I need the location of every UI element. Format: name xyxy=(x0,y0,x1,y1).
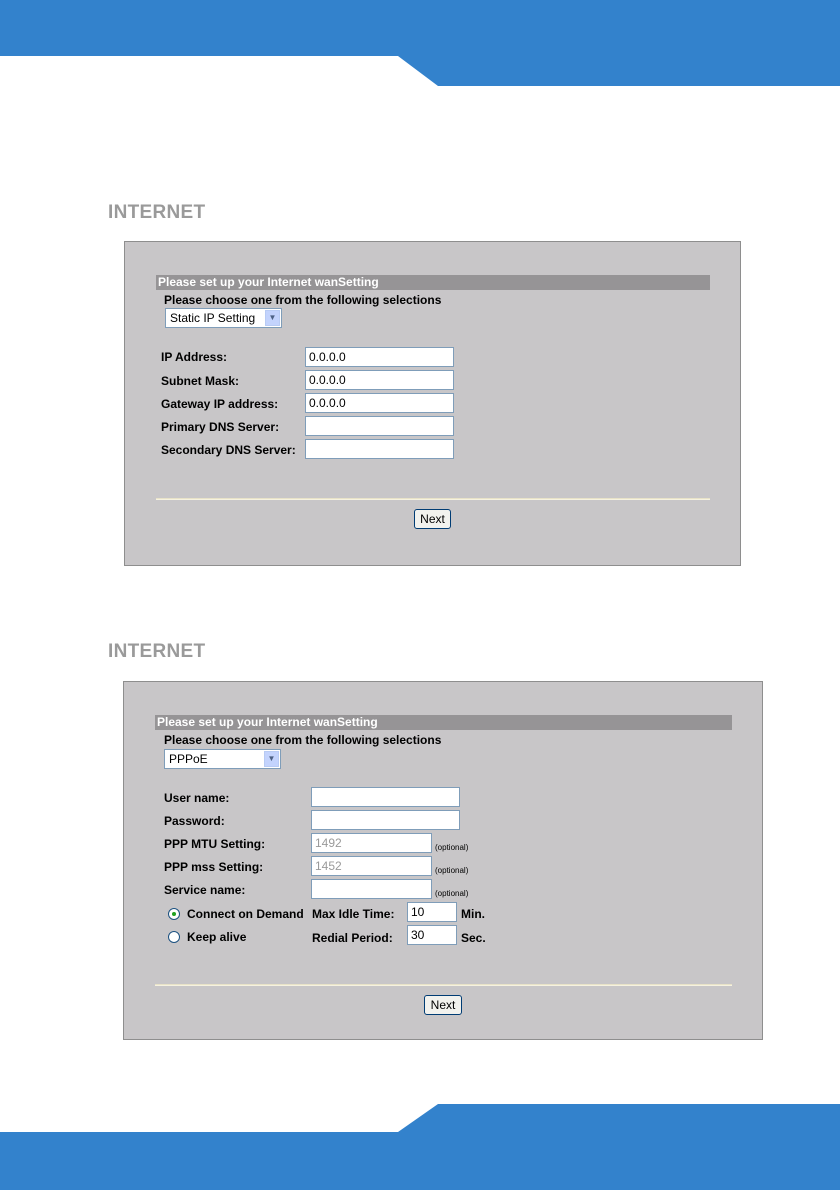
password-label: Password: xyxy=(164,814,225,828)
username-input[interactable] xyxy=(311,787,460,807)
connect-on-demand-label: Connect on Demand xyxy=(187,907,304,921)
max-idle-time-label: Max Idle Time: xyxy=(312,907,395,921)
gateway-ip-input[interactable]: 0.0.0.0 xyxy=(305,393,454,413)
instruction-text: Please choose one from the following selections xyxy=(164,293,442,307)
secondary-dns-label: Secondary DNS Server: xyxy=(161,443,296,457)
primary-dns-input[interactable] xyxy=(305,416,454,436)
static-ip-panel xyxy=(124,241,741,566)
radio-selected-dot xyxy=(172,912,176,916)
service-name-label: Service name: xyxy=(164,883,246,897)
optional-note: (optional) xyxy=(435,843,469,852)
chevron-down-icon[interactable]: ▼ xyxy=(265,310,280,326)
connection-type-select[interactable] xyxy=(165,308,282,328)
gateway-ip-label: Gateway IP address: xyxy=(161,397,279,411)
password-input[interactable] xyxy=(311,810,460,830)
ppp-mtu-label: PPP MTU Setting: xyxy=(164,837,266,851)
form-divider xyxy=(156,498,710,500)
connection-type-select[interactable] xyxy=(164,749,281,769)
primary-dns-label: Primary DNS Server: xyxy=(161,420,280,434)
keep-alive-label: Keep alive xyxy=(187,930,247,944)
next-button[interactable]: Next xyxy=(424,995,462,1015)
connect-on-demand-radio[interactable] xyxy=(168,908,180,920)
username-label: User name: xyxy=(164,791,230,805)
next-button[interactable]: Next xyxy=(414,509,451,529)
connection-type-value: PPPoE xyxy=(169,752,208,766)
secondary-dns-input[interactable] xyxy=(305,439,454,459)
max-idle-time-unit: Min. xyxy=(461,907,485,921)
subnet-mask-label: Subnet Mask: xyxy=(161,374,240,388)
ip-address-label: IP Address: xyxy=(161,350,228,364)
optional-note: (optional) xyxy=(435,889,469,898)
redial-period-input[interactable]: 30 xyxy=(407,925,457,945)
bottom-decorative-band xyxy=(0,1104,840,1190)
section-heading: INTERNET xyxy=(108,202,206,223)
max-idle-time-input[interactable]: 10 xyxy=(407,902,457,922)
optional-note: (optional) xyxy=(435,866,469,875)
pppoe-panel xyxy=(123,681,763,1040)
ppp-mss-input[interactable]: 1452 xyxy=(311,856,432,876)
ppp-mss-label: PPP mss Setting: xyxy=(164,860,264,874)
service-name-input[interactable] xyxy=(311,879,432,899)
ppp-mtu-input[interactable]: 1492 xyxy=(311,833,432,853)
form-title-bar: Please set up your Internet wanSetting xyxy=(155,715,732,730)
subnet-mask-input[interactable]: 0.0.0.0 xyxy=(305,370,454,390)
form-divider xyxy=(155,984,732,986)
redial-period-unit: Sec. xyxy=(461,931,486,945)
redial-period-label: Redial Period: xyxy=(312,931,393,945)
instruction-text: Please choose one from the following selections xyxy=(164,733,442,747)
form-title-bar: Please set up your Internet wanSetting xyxy=(156,275,710,290)
top-decorative-band xyxy=(0,0,840,86)
section-heading: INTERNET xyxy=(108,641,206,662)
chevron-down-icon[interactable]: ▼ xyxy=(264,751,279,767)
keep-alive-radio[interactable] xyxy=(168,931,180,943)
connection-type-value: Static IP Setting xyxy=(170,311,256,325)
ip-address-input[interactable]: 0.0.0.0 xyxy=(305,347,454,367)
